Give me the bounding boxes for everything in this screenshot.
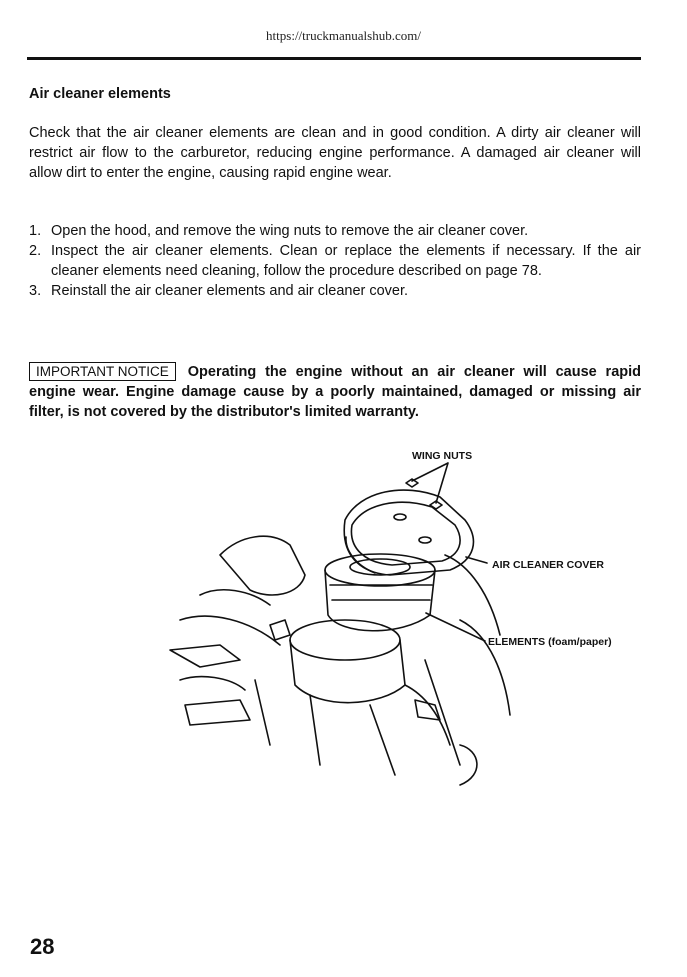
air-cleaner-illustration [160,445,650,795]
label-elements: ELEMENTS (foam/paper) [488,636,612,648]
label-air-cleaner-cover: AIR CLEANER COVER [492,559,605,571]
cover-leader [466,557,487,563]
step-text: Reinstall the air cleaner elements and air cleaner cover. [51,283,409,299]
step-number: 2. [29,243,42,259]
step-number: 3. [29,283,42,299]
elements-leader [426,613,485,641]
steps-list [29,221,641,301]
air-cleaner-cover-drawing [344,490,473,575]
label-wing-nuts: WING NUTS [412,450,473,462]
engine-base-drawing [170,536,510,785]
section-title: Air cleaner elements [29,86,171,102]
step-number: 1. [29,223,42,239]
step-text: Inspect the air cleaner elements. Clean or replace the elements if necessary. If the air cleaner elements need cleaning, follow the procedure described on page 78. [51,243,641,279]
page-number: 28 [30,934,55,959]
notice-text: Operating the engine without an air cleaner will cause rapid engine wear. Engine damage cause by a poorly maintained, damaged or missing air filter, is not covered by the distributor's limited warranty. [29,364,641,420]
list-item [29,241,641,281]
list-item [29,281,641,301]
header-url: https://truckmanualshub.com/ [266,28,421,43]
step-text: Open the hood, and remove the wing nuts to remove the air cleaner cover. [51,223,529,239]
header-rule [27,57,641,60]
important-notice [29,362,641,422]
intro-paragraph: Check that the air cleaner elements are clean and in good condition. A dirty air cleaner will restrict air flow to the carburetor, reducing engine performance. A damaged air cleaner will allow dirt to enter the engine, causing rapid engine wear. [29,125,641,181]
list-item [29,221,641,241]
notice-badge: IMPORTANT NOTICE [29,362,176,381]
